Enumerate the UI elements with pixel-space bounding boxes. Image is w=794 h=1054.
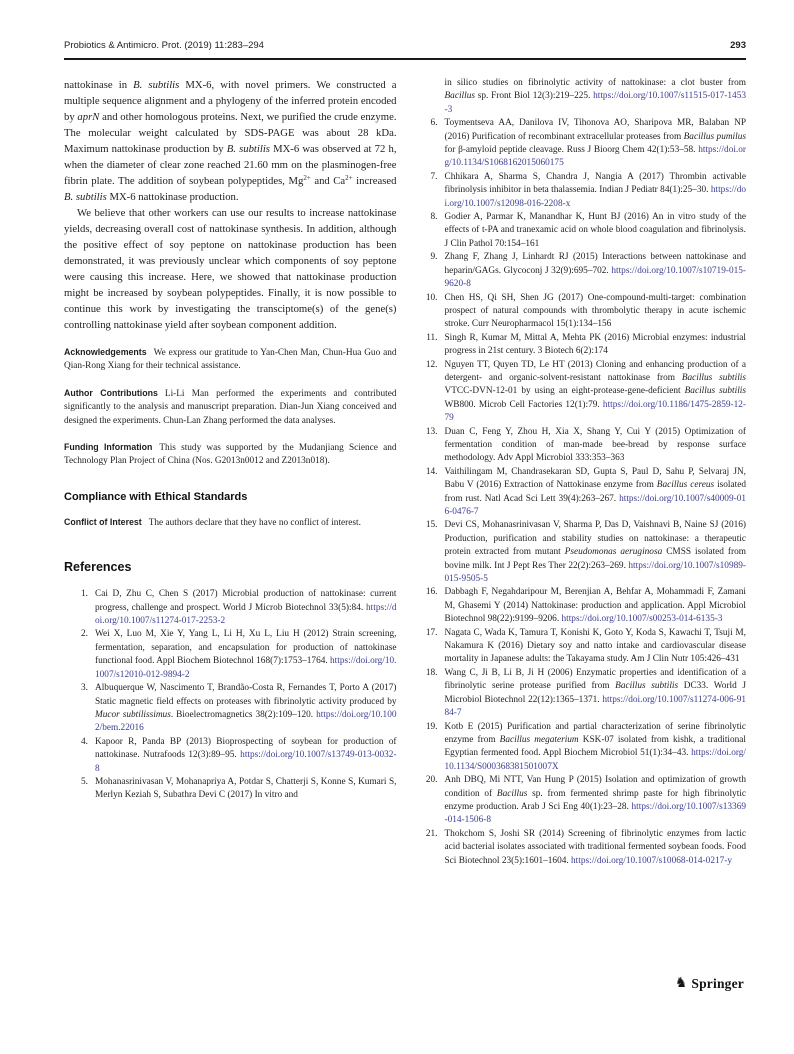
reference-item bbox=[64, 736, 397, 776]
reference-item bbox=[414, 332, 747, 359]
references-list-left bbox=[64, 588, 397, 803]
springer-horse-icon: ♞ bbox=[674, 976, 688, 991]
body-paragraph: nattokinase in B. subtilis MX-6, with novel primers. We constructed a multiple sequence alignment and a phylogeny of the inferred protein encoded by aprN and other homologous proteins. Next, we purified the crude enzyme. The molecular weight calculated by SDS-PAGE was about 28 kDa. Maximum nattokinase production by B. subtilis MX-6 was observed at 72 h, when the diameter of clear zone reached 21.60 mm on the plasminogen-free fibrin plate. The addition of soybean polypeptides, $Mg^{2+}$ and $Ca^{2+}$ increased B. subtilis MX-6 nattokinase production. bbox=[64, 79, 397, 203]
reference-text: Godier A, Parmar K, Manandhar K, Hunt BJ (2016) An in vitro study of the effects of t-PA and tranexamic acid on whole blood coagulation and fibrinolysis. J Clin Pathol 70:154–161 bbox=[444, 212, 746, 249]
back-matter-section bbox=[64, 387, 397, 428]
back-matter-text: This study was supported by the Mudanjiang Science and Technology Plan Project of China (Nos. G2013n0012 and Z2013n018). bbox=[64, 443, 397, 467]
reference-text: Kotb E (2015) Purification and partial characterization of serine fibrinolytic enzyme from Bacillus megaterium KSK-07 isolated from kishk, a traditional Egyptian fermented food. Appl Biochem Microbiol 51(1):34–43. https://doi.org/10.1134/S000368381501007X bbox=[444, 721, 746, 772]
references-heading: References bbox=[64, 560, 132, 575]
doi-link[interactable]: https://doi.org/10.1186/1475-2859-12-79 bbox=[444, 399, 746, 424]
doi-link[interactable]: https://doi.org/10.1007/s10719-015-9620-8 bbox=[444, 265, 746, 290]
reference-number: 2. bbox=[81, 629, 88, 640]
back-matter-label: Funding Information bbox=[64, 442, 153, 453]
doi-link[interactable]: https://doi.org/10.1007/s13749-013-0032-8 bbox=[95, 750, 397, 774]
reference-text: Vaithilingam M, Chandrasekaran SD, Gupta S, Paul D, Sahu P, Selvaraj JN, Babu V (2016) Extraction of Nattokinase enzyme from Bacillus cereus isolated from rust. Natl Acad Sci Lett 39(4):263–267. https://doi.org/10.1007/s40009-016-0476-7 bbox=[444, 466, 746, 517]
springer-logo-text: Springer bbox=[691, 976, 744, 991]
doi-link[interactable]: https://doi.org/10.1007/s00253-014-6135-3 bbox=[561, 614, 723, 625]
reference-continuation: in silico studies on fibrinolytic activity of nattokinase: a clot buster from Bacillus sp. Front Biol 12(3):219–225. https://doi.org/10.1007/s11515-017-1453-3 bbox=[444, 78, 746, 115]
reference-item bbox=[414, 359, 747, 426]
back-matter-label: Author Contributions bbox=[64, 387, 158, 398]
reference-number: 20. bbox=[425, 775, 438, 786]
reference-item bbox=[414, 774, 747, 828]
reference-number: 9. bbox=[430, 252, 438, 263]
right-column bbox=[414, 77, 747, 868]
back-matter-text: We express our gratitude to Yan-Chen Man, Chun-Hua Guo and Qian-Rong Xiang for their technical assistance. bbox=[64, 348, 397, 372]
back-matter-label: Acknowledgements bbox=[64, 347, 147, 357]
reference-text: Chhikara A, Sharma S, Chandra J, Nangia A (2017) Thrombin activable fibrinolysis inhibitor in beta thalassemia. Indian J Pediatr 84(1):25–30. https://doi.org/10.1007/s12098-016-2208-x bbox=[444, 171, 746, 209]
reference-item bbox=[414, 721, 747, 775]
back-matter bbox=[64, 346, 397, 469]
reference-number: 4. bbox=[81, 736, 88, 747]
body-paragraph: We believe that other workers can use our results to increase nattokinase yields, decreasing overall cost of nattokinase synthesis. In addition, although the positive effect of soy peptone on nattokinase production has been demonstrated, it was previously unclear which components of soy peptone were causing this increase. Here, we showed that nattokinase production might be increased by soybean polypeptides. Finally, it is now possible to continue this work by investigating the transciptome(s) of the gene(s) controlling nattokinase yield after soybean component addition. bbox=[64, 207, 397, 331]
doi-link[interactable]: https://doi.org/10.1007/s11274-017-2253-2 bbox=[95, 602, 397, 627]
reference-item bbox=[414, 211, 747, 251]
reference-text: Thokchom S, Joshi SR (2014) Screening of fibrinolytic enzymes from lactic acid bacterial isolates associated with traditional fermented soybean foods. Food Sci Biotechnol 23(5):1601–1604. https://doi.org/10.1007/s10068-014-0217-y bbox=[444, 828, 746, 866]
conflict-of-interest-section bbox=[64, 516, 397, 530]
reference-text: Singh R, Kumar M, Mittal A, Mehta PK (2016) Microbial enzymes: industrial progress in 21st century. 3 Biotech 6(2):174 bbox=[444, 332, 746, 357]
two-column-body bbox=[64, 77, 746, 868]
back-matter-section bbox=[64, 441, 397, 469]
reference-text: Nagata C, Wada K, Tamura T, Konishi K, Goto Y, Koda S, Kawachi T, Tsuji M, Nakamura K (2016) Dietary soy and natto intake and cardiovascular disease mortality in Japanese adults: the Takayama study. Am J Clin Nutr 105:426–431 bbox=[444, 627, 746, 665]
left-column bbox=[64, 77, 397, 868]
reference-item bbox=[414, 251, 747, 291]
reference-item bbox=[64, 628, 397, 682]
reference-number: 17. bbox=[425, 627, 438, 638]
reference-number: 16. bbox=[425, 587, 438, 598]
reference-item bbox=[414, 667, 747, 721]
reference-number: 18. bbox=[425, 667, 438, 678]
reference-text: Chen HS, Qi SH, Shen JG (2017) One-compound-multi-target: combination prospect of natural compounds with thrombolytic therapy in acute ischemic stroke. Curr Neuropharmacol 15(1):134–156 bbox=[444, 292, 746, 330]
reference-text: Nguyen TT, Quyen TD, Le HT (2013) Cloning and enhancing production of a detergent- and organic-solvent-resistant nattokinase from Bacillus subtilis VTCC-DVN-12-01 by using an eight-protease-gene-deficient Bacillus subtilis WB800. Microb Cell Factories 12(1):79. https://doi.org/10.1186/1475-2859-12-79 bbox=[444, 359, 746, 424]
compliance-heading: Compliance with Ethical Standards bbox=[64, 490, 248, 503]
reference-text: Cai D, Zhu C, Chen S (2017) Microbial production of nattokinase: current progress, challenge and prospect. World J Microb Biotechnol 33(5):84. https://doi.org/10.1007/s11274-017-2253-2 bbox=[95, 589, 397, 627]
reference-text: Zhang F, Zhang J, Linhardt RJ (2015) Interactions between nattokinase and heparin/GAGs. Glycoconj J 32(9):695–702. https://doi.org/10.1007/s10719-015-9620-8 bbox=[444, 252, 746, 290]
reference-item bbox=[64, 588, 397, 628]
reference-item bbox=[64, 682, 397, 736]
reference-number: 1. bbox=[81, 589, 88, 600]
reference-number: 11. bbox=[426, 332, 438, 343]
reference-number: 3. bbox=[81, 683, 88, 694]
reference-item bbox=[414, 426, 747, 466]
reference-number: 5. bbox=[81, 776, 88, 787]
doi-link[interactable]: https://doi.org/10.1007/s10989-015-9505-5 bbox=[444, 560, 746, 585]
doi-link[interactable]: https://doi.org/10.1134/S000368381501007X bbox=[444, 748, 746, 772]
reference-text: Devi CS, Mohanasrinivasan V, Sharma P, Das D, Vaishnavi B, Naine SJ (2016) Production, purification and stability studies on nattokinase: a therapeutic protein extracted from mutant Pseudomonas aeruginosa CMSS isolated from bovine milk. Int J Pept Res Ther 22(2):263–269. https://doi.org/10.1007/s10989-015-9505-5 bbox=[444, 520, 746, 585]
reference-text: Mohanasrinivasan V, Mohanapriya A, Potdar S, Chatterji S, Konne S, Kumari S, Merlyn Keziah S, Subathra Devi C (2017) In vitro and bbox=[95, 776, 397, 801]
doi-link[interactable]: https://doi.org/10.1007/s13369-014-1506-8 bbox=[444, 801, 746, 826]
back-matter-text: Li-Li Man performed the experiments and contributed significantly to the analysis and manuscript preparation. Dian-Jun Xiang conceived and designed the experiments. Chun-Lan Zhang performed the data analyses. bbox=[64, 388, 397, 426]
reference-item bbox=[414, 466, 747, 520]
running-head bbox=[64, 40, 746, 60]
reference-number: 7. bbox=[430, 171, 438, 182]
reference-text: Kapoor R, Panda BP (2013) Bioprospecting of soybean for production of nattokinase. Nutrafoods 12(3):89–95. https://doi.org/10.1007/s13749-013-0032-8 bbox=[95, 736, 397, 774]
reference-item bbox=[414, 828, 747, 868]
doi-link[interactable]: https://doi.org/10.1007/s12098-016-2208-x bbox=[444, 185, 746, 209]
reference-number: 6. bbox=[430, 118, 438, 129]
reference-number: 21. bbox=[425, 828, 438, 839]
doi-link[interactable]: https://doi.org/10.1134/S1068162015060175 bbox=[444, 145, 746, 169]
doi-link[interactable]: https://doi.org/10.1007/s11515-017-1453-3 bbox=[444, 91, 746, 115]
reference-text: Duan C, Feng Y, Zhou H, Xia X, Shang Y, Cui Y (2015) Optimization of fermentation condition of man-made bee-bread by response surface methodology. Adv Appl Microbiol 333:353–363 bbox=[444, 426, 746, 464]
conflict-of-interest-text: The authors declare that they have no conflict of interest. bbox=[148, 517, 361, 528]
springer-logo bbox=[675, 976, 744, 992]
conflict-of-interest-label: Conflict of Interest bbox=[64, 516, 142, 527]
reference-text: Wang C, Ji B, Li B, Ji H (2006) Enzymatic properties and identification of a fibrinolytic serine protease purified from Bacillus subtilis DC33. World J Microbiol Biotechnol 22(12):1365–1371. https://doi.org/10.1007/s11274-006-9184-7 bbox=[444, 667, 746, 719]
reference-item bbox=[64, 776, 397, 803]
doi-link[interactable]: https://doi.org/10.1007/s12010-012-9894-2 bbox=[95, 656, 397, 680]
running-head-journal: Probiotics & Antimicro. Prot. (2019) 11:283–294 bbox=[64, 40, 264, 51]
doi-link[interactable]: https://doi.org/10.1007/s11274-006-9184-7 bbox=[444, 694, 746, 719]
reference-number: 19. bbox=[425, 721, 438, 732]
reference-number: 14. bbox=[425, 466, 438, 477]
back-matter-section bbox=[64, 346, 397, 374]
reference-text: Albuquerque W, Nascimento T, Brandão-Costa R, Fernandes T, Porto A (2017) Static magnetic field effects on proteases with fibrinolytic activity produced by Mucor subtilissimus. Bioelectromagnetics 38(2):109–120. https://doi.org/10.1002/bem.22016 bbox=[95, 683, 397, 734]
reference-number: 15. bbox=[425, 520, 438, 531]
reference-text: Toymentseva AA, Danilova IV, Tihonova AO, Sharipova MR, Balaban NP (2016) Purification of recombinant extracellular proteases from Bacillus pumilus for β-amyloid peptide cleavage. Russ J Bioorg Chem 42(1):53–58. https://doi.org/10.1134/S1068162015060175 bbox=[444, 118, 746, 169]
reference-number: 13. bbox=[425, 426, 438, 437]
reference-text: Dabbagh F, Negahdaripour M, Berenjian A, Behfar A, Mohammadi F, Zamani M, Ghasemi Y (2014) Nattokinase: production and application. Appl Microbiol Biotechnol 98(22):9199–9206. https://doi.org/10.1007/s00253-014-6135-3 bbox=[444, 587, 746, 625]
reference-number: 8. bbox=[430, 212, 438, 223]
reference-item bbox=[414, 292, 747, 332]
reference-item bbox=[414, 586, 747, 626]
reference-number: 12. bbox=[425, 359, 438, 370]
references-list-right bbox=[414, 117, 747, 868]
doi-link[interactable]: https://doi.org/10.1007/s10068-014-0217-y bbox=[571, 855, 733, 866]
doi-link[interactable]: https://doi.org/10.1002/bem.22016 bbox=[95, 709, 397, 734]
reference-number: 10. bbox=[425, 292, 438, 303]
doi-link[interactable]: https://doi.org/10.1007/s40009-016-0476-7 bbox=[444, 493, 746, 517]
reference-item bbox=[414, 519, 747, 586]
reference-text: Wei X, Luo M, Xie Y, Yang L, Li H, Xu L, Liu H (2012) Strain screening, fermentation, separation, and encapsulation for production of nattokinase functional food. Appl Biochem Biotechnol 168(7):1753–1764. https://doi.org/10.1007/s12010-012-9894-2 bbox=[95, 629, 397, 680]
reference-item bbox=[414, 627, 747, 667]
reference-item bbox=[414, 171, 747, 211]
reference-item bbox=[414, 117, 747, 171]
running-head-page-number: 293 bbox=[730, 40, 746, 51]
reference-text: Anh DBQ, Mi NTT, Van Hung P (2015) Isolation and optimization of growth condition of Bacillus sp. from fermented shrimp paste for high fibrinolytic enzyme production. Arab J Sci Eng 40(1):23–28. https://doi.org/10.1007/s13369-014-1506-8 bbox=[444, 775, 747, 826]
